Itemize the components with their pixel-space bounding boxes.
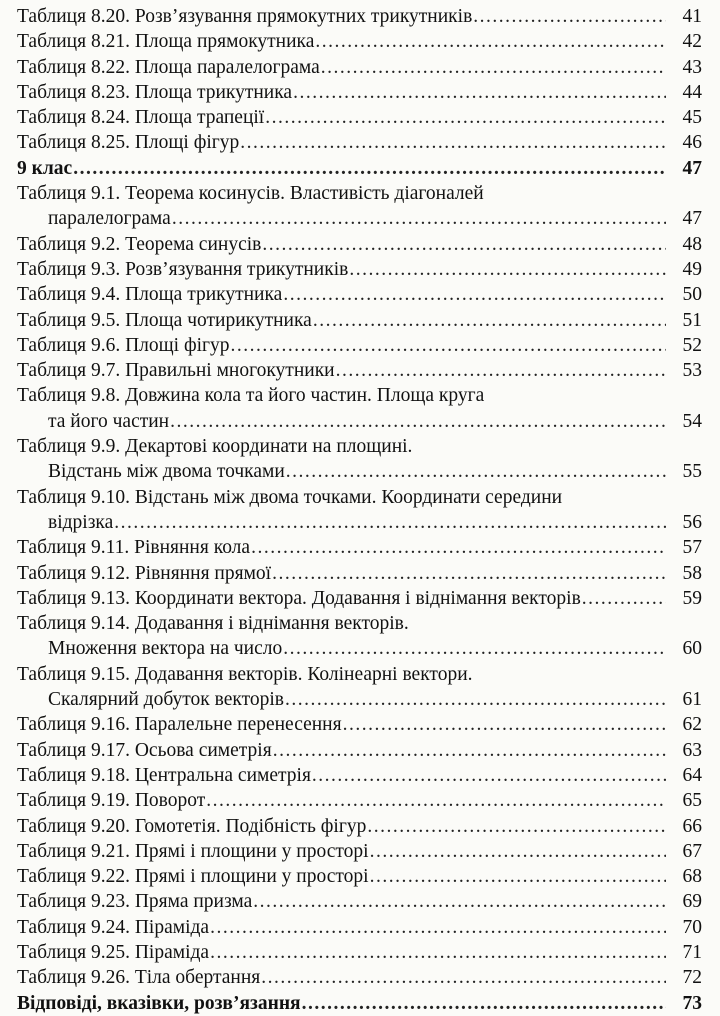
toc-entry[interactable] <box>0 738 720 763</box>
toc-entry-title: Таблиця 9.4. Площа трикутника <box>17 284 283 306</box>
dot-leader <box>265 105 666 130</box>
dot-leader <box>210 915 666 940</box>
dot-leader <box>240 130 666 155</box>
dot-leader <box>251 535 666 560</box>
dot-leader <box>313 308 666 333</box>
toc-entry[interactable] <box>0 80 720 105</box>
dot-leader <box>293 80 666 105</box>
toc-entry-title: Таблиця 9.7. Правильні многокутники <box>17 360 335 382</box>
toc-entry-title: Таблиця 9.13. Координати вектора. Додавання і віднімання векторів <box>17 587 581 609</box>
toc-entry-title: Таблиця 9.11. Рівняння кола <box>17 537 251 559</box>
toc-entry[interactable] <box>0 535 720 560</box>
toc-entry-title: Таблиця 9.20. Гомотетія. Подібність фігур <box>17 815 367 837</box>
toc-page-number: 58 <box>682 562 702 584</box>
toc-entry[interactable] <box>0 763 720 788</box>
toc-page-number: 55 <box>682 461 702 483</box>
toc-entry-title: Таблиця 9.12. Рівняння прямої <box>17 562 272 584</box>
toc-entry-title: Таблиця 9.21. Прямі і площини у просторі <box>17 840 369 862</box>
toc-entry[interactable] <box>0 459 720 484</box>
toc-entry[interactable] <box>0 55 720 80</box>
toc-entry[interactable] <box>0 308 720 333</box>
toc-entry-title: Таблиця 9.17. Осьова симетрія <box>17 739 272 761</box>
toc-entry-first-line <box>0 485 720 510</box>
toc-section-heading[interactable] <box>0 991 720 1016</box>
toc-page-number: 63 <box>682 739 702 761</box>
toc-entry-title: Таблиця 9.16. Паралельне перенесення <box>17 714 342 736</box>
dot-leader <box>114 510 666 535</box>
toc-page-number: 50 <box>682 284 702 306</box>
toc-entry[interactable] <box>0 839 720 864</box>
dot-leader <box>321 55 666 80</box>
toc-entry[interactable] <box>0 409 720 434</box>
toc-page-number: 52 <box>682 334 702 356</box>
toc-entry-title: Таблиця 8.24. Площа трапеції <box>17 107 265 129</box>
toc-page-number: 44 <box>682 81 702 103</box>
dot-leader <box>349 257 666 282</box>
toc-page-number: 68 <box>682 866 702 888</box>
toc-entry-title: 9 клас <box>17 157 73 179</box>
dot-leader <box>172 206 666 231</box>
toc-page-number: 64 <box>682 764 702 786</box>
toc-page-number: 72 <box>682 967 702 989</box>
toc-page-number: 60 <box>682 638 702 660</box>
dot-leader <box>210 940 666 965</box>
toc-page-number: 57 <box>682 537 702 559</box>
toc-page-number: 45 <box>682 107 702 129</box>
dot-leader <box>253 889 666 914</box>
dot-leader <box>336 358 666 383</box>
toc-entry[interactable] <box>0 788 720 813</box>
toc-entry[interactable] <box>0 282 720 307</box>
toc-entry[interactable] <box>0 130 720 155</box>
toc-entry[interactable] <box>0 257 720 282</box>
toc-entry-title: Таблиця 9.24. Піраміда <box>17 916 210 938</box>
toc-entry-title-line1: Таблиця 9.1. Теорема косинусів. Властивість діагоналей <box>17 183 484 205</box>
toc-entry[interactable] <box>0 864 720 889</box>
toc-entry[interactable] <box>0 915 720 940</box>
toc-entry-first-line <box>0 662 720 687</box>
toc-entry-title-line2: Скалярний добуток векторів <box>48 689 284 711</box>
toc-page-number: 71 <box>682 941 702 963</box>
toc-entry-first-line <box>0 181 720 206</box>
dot-leader <box>302 991 666 1016</box>
toc-entry-first-line <box>0 611 720 636</box>
toc-page-number: 67 <box>682 840 702 862</box>
dot-leader <box>231 333 666 358</box>
toc-entry[interactable] <box>0 965 720 990</box>
toc-entry[interactable] <box>0 105 720 130</box>
toc-page-number: 48 <box>682 233 702 255</box>
toc-entry-title: Таблиця 8.25. Площі фігур <box>17 132 240 154</box>
toc-entry-title: Таблиця 9.5. Площа чотирикутника <box>17 309 312 331</box>
toc-entry[interactable] <box>0 206 720 231</box>
toc-entry-title: Таблиця 9.26. Тіла обертання <box>17 967 261 989</box>
dot-leader <box>170 409 666 434</box>
dot-leader <box>273 738 666 763</box>
toc-entry-title-line1: Таблиця 9.9. Декартові координати на площині. <box>17 436 413 458</box>
dot-leader <box>370 864 666 889</box>
toc-entry-title-line2: Відстань між двома точками <box>48 461 285 483</box>
toc-entry-title-line2: паралелограма <box>48 208 171 230</box>
toc-entry-title: Відповіді, вказівки, розв’язання <box>17 992 301 1014</box>
toc-entry[interactable] <box>0 29 720 54</box>
toc-entry-title: Таблиця 9.23. Пряма призма <box>17 891 253 913</box>
toc-page-number: 69 <box>682 891 702 913</box>
toc-entry-title: Таблиця 9.22. Прямі і площини у просторі <box>17 866 369 888</box>
toc-page-number: 65 <box>682 790 702 812</box>
toc-entry[interactable] <box>0 712 720 737</box>
toc-entry[interactable] <box>0 940 720 965</box>
toc-entry-title: Таблиця 8.23. Площа трикутника <box>17 81 293 103</box>
toc-entry-title: Таблиця 9.25. Піраміда <box>17 941 210 963</box>
dot-leader <box>315 29 666 54</box>
toc-page-number: 47 <box>682 208 702 230</box>
toc-page-number: 73 <box>682 992 702 1014</box>
dot-leader <box>272 561 666 586</box>
toc-entry[interactable] <box>0 358 720 383</box>
toc-entry[interactable] <box>0 636 720 661</box>
toc-entry-title: Таблиця 9.2. Теорема синусів <box>17 233 262 255</box>
toc-entry-title-line2: Множення вектора на число <box>48 638 283 660</box>
toc-page-number: 62 <box>682 714 702 736</box>
dot-leader <box>367 814 666 839</box>
toc-section-heading[interactable] <box>0 156 720 181</box>
toc-page-number: 56 <box>682 511 702 533</box>
toc-entry-first-line <box>0 383 720 408</box>
dot-leader <box>286 459 666 484</box>
toc-entry-title: Таблиця 9.18. Центральна симетрія <box>17 764 311 786</box>
toc-entry-title-line1: Таблиця 9.15. Додавання векторів. Колінеарні вектори. <box>17 663 473 685</box>
toc-entry-title: Таблиця 9.19. Поворот <box>17 790 206 812</box>
toc-entry-first-line <box>0 434 720 459</box>
toc-page-number: 54 <box>682 410 702 432</box>
toc-entry[interactable] <box>0 687 720 712</box>
toc-page-number: 53 <box>682 360 702 382</box>
dot-leader <box>262 232 666 257</box>
dot-leader <box>73 156 666 181</box>
dot-leader <box>206 788 666 813</box>
toc-page-number: 47 <box>682 157 702 179</box>
toc-entry-title: Таблиця 8.21. Площа прямокутника <box>17 31 315 53</box>
toc-page-number: 43 <box>682 56 702 78</box>
toc-entry[interactable] <box>0 510 720 535</box>
dot-leader <box>582 586 666 611</box>
toc-entry[interactable] <box>0 586 720 611</box>
toc-entry[interactable] <box>0 232 720 257</box>
toc-entry-title-line1: Таблиця 9.14. Додавання і віднімання векторів. <box>17 613 409 635</box>
toc-page-number: 41 <box>682 6 702 27</box>
toc-entry[interactable] <box>0 4 720 29</box>
dot-leader <box>312 763 666 788</box>
toc-entry-title-line1: Таблиця 9.10. Відстань між двома точками. Координати середини <box>17 486 563 508</box>
toc-entry-title: Таблиця 8.20. Розв’язування прямокутних трикутників <box>17 6 473 27</box>
toc-entry-title-line2: та його частин <box>48 410 170 432</box>
dot-leader <box>283 636 666 661</box>
dot-leader <box>261 965 666 990</box>
dot-leader <box>285 687 666 712</box>
toc-entry-title: Таблиця 8.22. Площа паралелограма <box>17 56 320 78</box>
dot-leader <box>370 839 666 864</box>
toc-entry-title: Таблиця 9.6. Площі фігур <box>17 334 230 356</box>
toc-entry-title-line2: відрізка <box>48 511 114 533</box>
toc-page-number: 61 <box>682 689 702 711</box>
dot-leader <box>473 4 666 29</box>
toc-entry[interactable] <box>0 333 720 358</box>
toc-page-number: 49 <box>682 258 702 280</box>
toc-entry-title: Таблиця 9.3. Розв’язування трикутників <box>17 258 349 280</box>
toc-entry[interactable] <box>0 814 720 839</box>
toc-page-number: 66 <box>682 815 702 837</box>
toc-page-number: 70 <box>682 916 702 938</box>
dot-leader <box>343 712 666 737</box>
toc-page-number: 42 <box>682 31 702 53</box>
toc-page-number: 51 <box>682 309 702 331</box>
dot-leader <box>283 282 666 307</box>
toc-page-number: 46 <box>682 132 702 154</box>
toc-entry[interactable] <box>0 561 720 586</box>
toc-entry-title-line1: Таблиця 9.8. Довжина кола та його частин. Площа круга <box>17 385 485 407</box>
toc-page-number: 59 <box>682 587 702 609</box>
toc-list <box>0 4 720 1016</box>
toc-entry[interactable] <box>0 889 720 914</box>
